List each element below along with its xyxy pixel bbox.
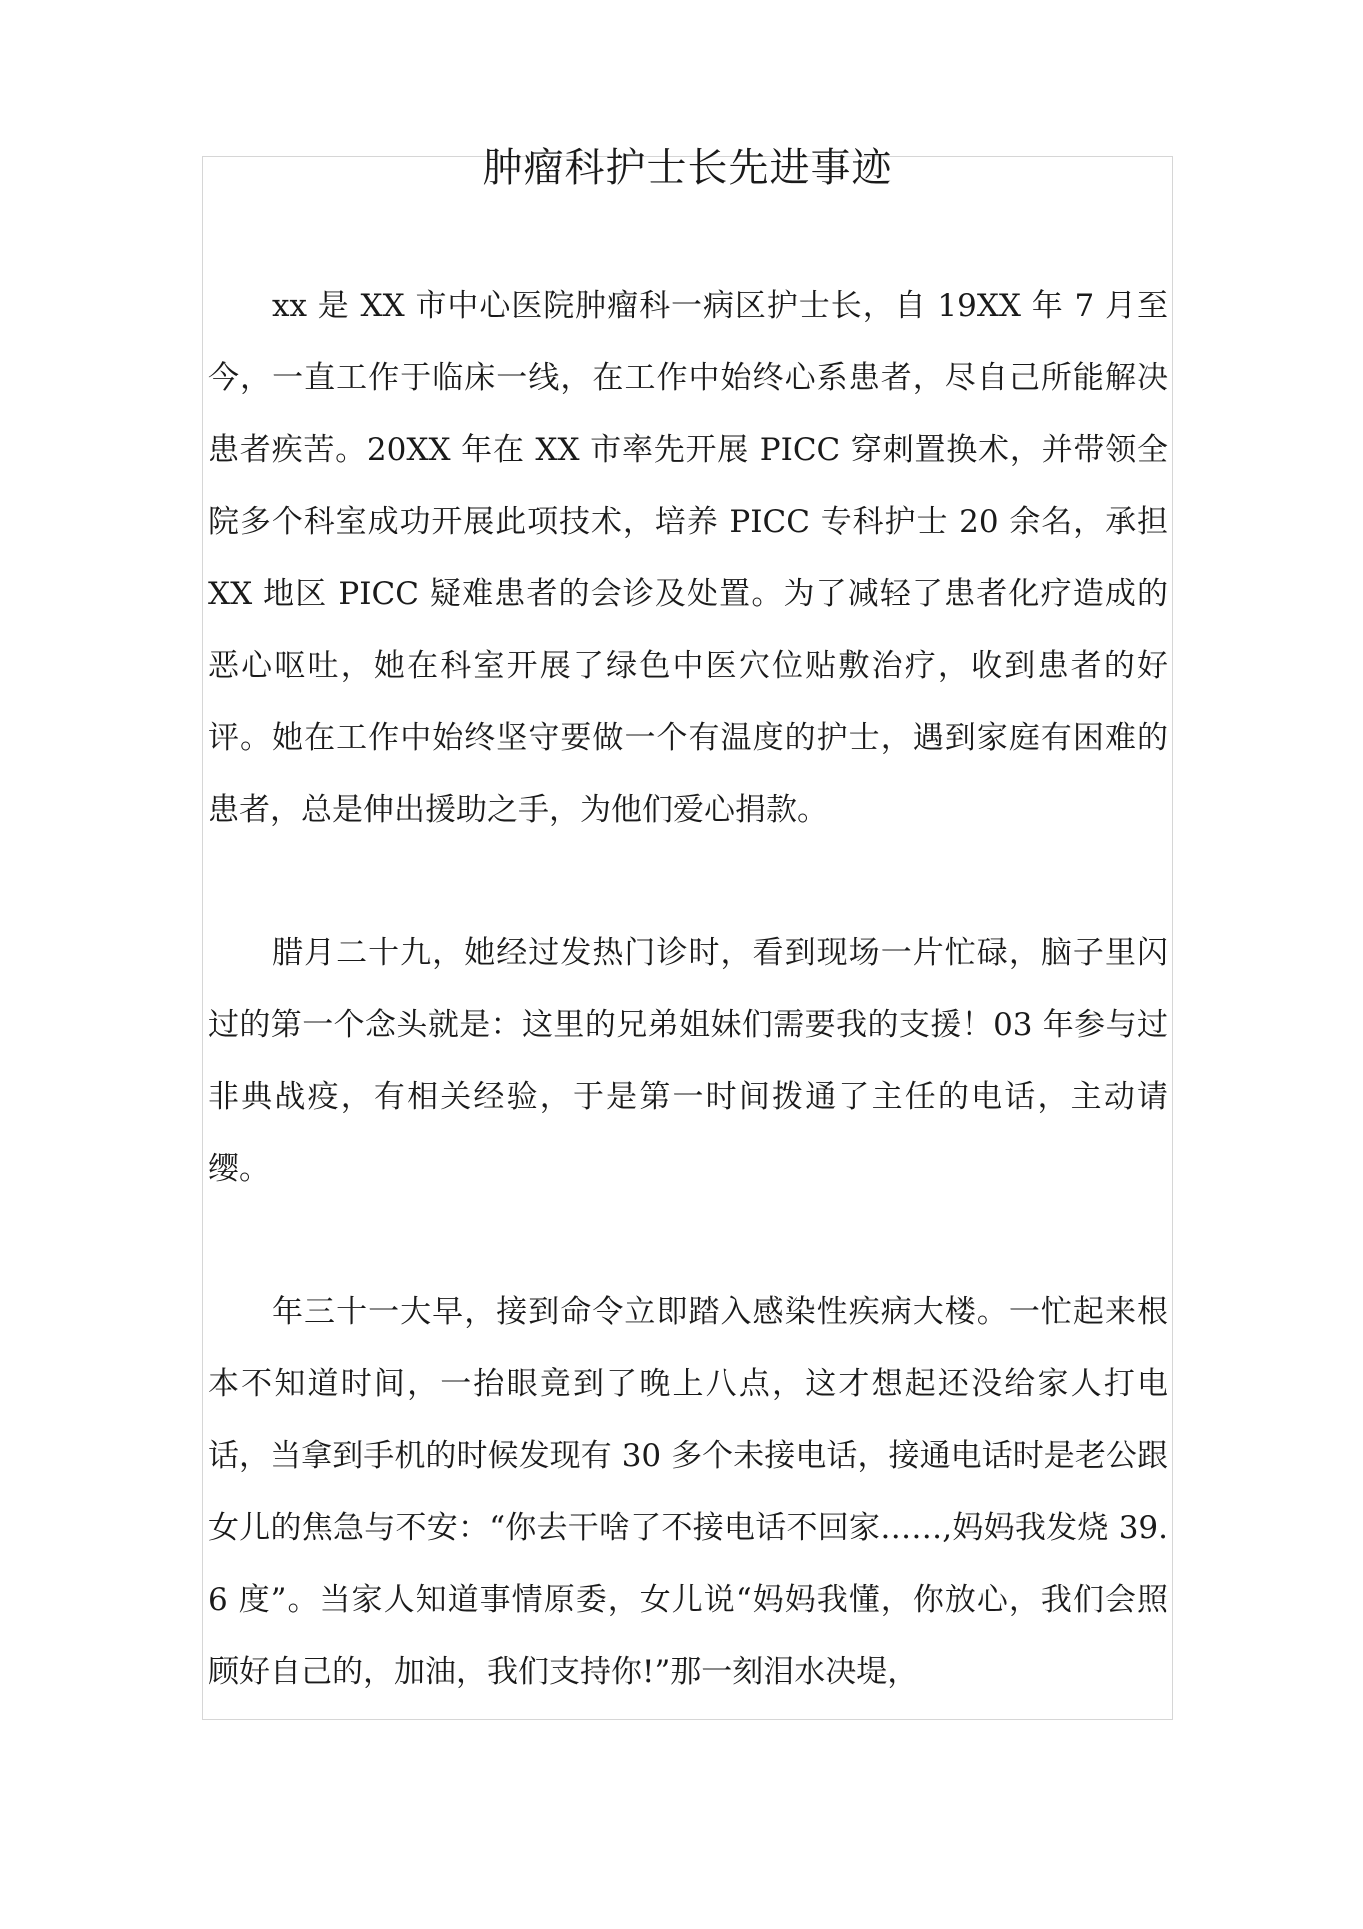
paragraph-1: xx 是 XX 市中心医院肿瘤科一病区护士长，自 19XX 年 7 月至今，一直工作于临床一线，在工作中始终心系患者，尽自己所能解决患者疾苦。20XX 年在 XX 市率先开展 PICC 穿刺置换术，并带领全院多个科室成功开展此项技术，培养 PICC 专科护士 20 余名，承担 XX 地区 PICC 疑难患者的会诊及处置。为了减轻了患者化疗造成的恶心呕吐，她在科室开展了绿色中医穴位贴敷治疗，收到患者的好评。她在工作中始终坚守要做一个有温度的护士，遇到家庭有困难的患者，总是伸出援助之手，为他们爱心捐款。 (208, 288, 1168, 828)
paragraph-2: 腊月二十九，她经过发热门诊时，看到现场一片忙碌，脑子里闪过的第一个念头就是：这里的兄弟姐妹们需要我的支援！03 年参与过非典战疫，有相关经验，于是第一时间拨通了主任的电话，主动请缨。 (208, 935, 1168, 1187)
document-title: 肿瘤科护士长先进事迹 (482, 145, 893, 191)
document-body (208, 270, 1168, 1779)
paragraph-3: 年三十一大早，接到命令立即踏入感染性疾病大楼。一忙起来根本不知道时间，一抬眼竟到了晚上八点，这才想起还没给家人打电话，当拿到手机的时候发现有 30 多个未接电话，接通电话时是老公跟女儿的焦急与不安：“你去干啥了不接电话不回家……,妈妈我发烧 39.6 度”。当家人知道事情原委，女儿说“妈妈我懂，你放心，我们会照顾好自己的，加油，我们支持你!”那一刻泪水决堤， (208, 1294, 1168, 1690)
